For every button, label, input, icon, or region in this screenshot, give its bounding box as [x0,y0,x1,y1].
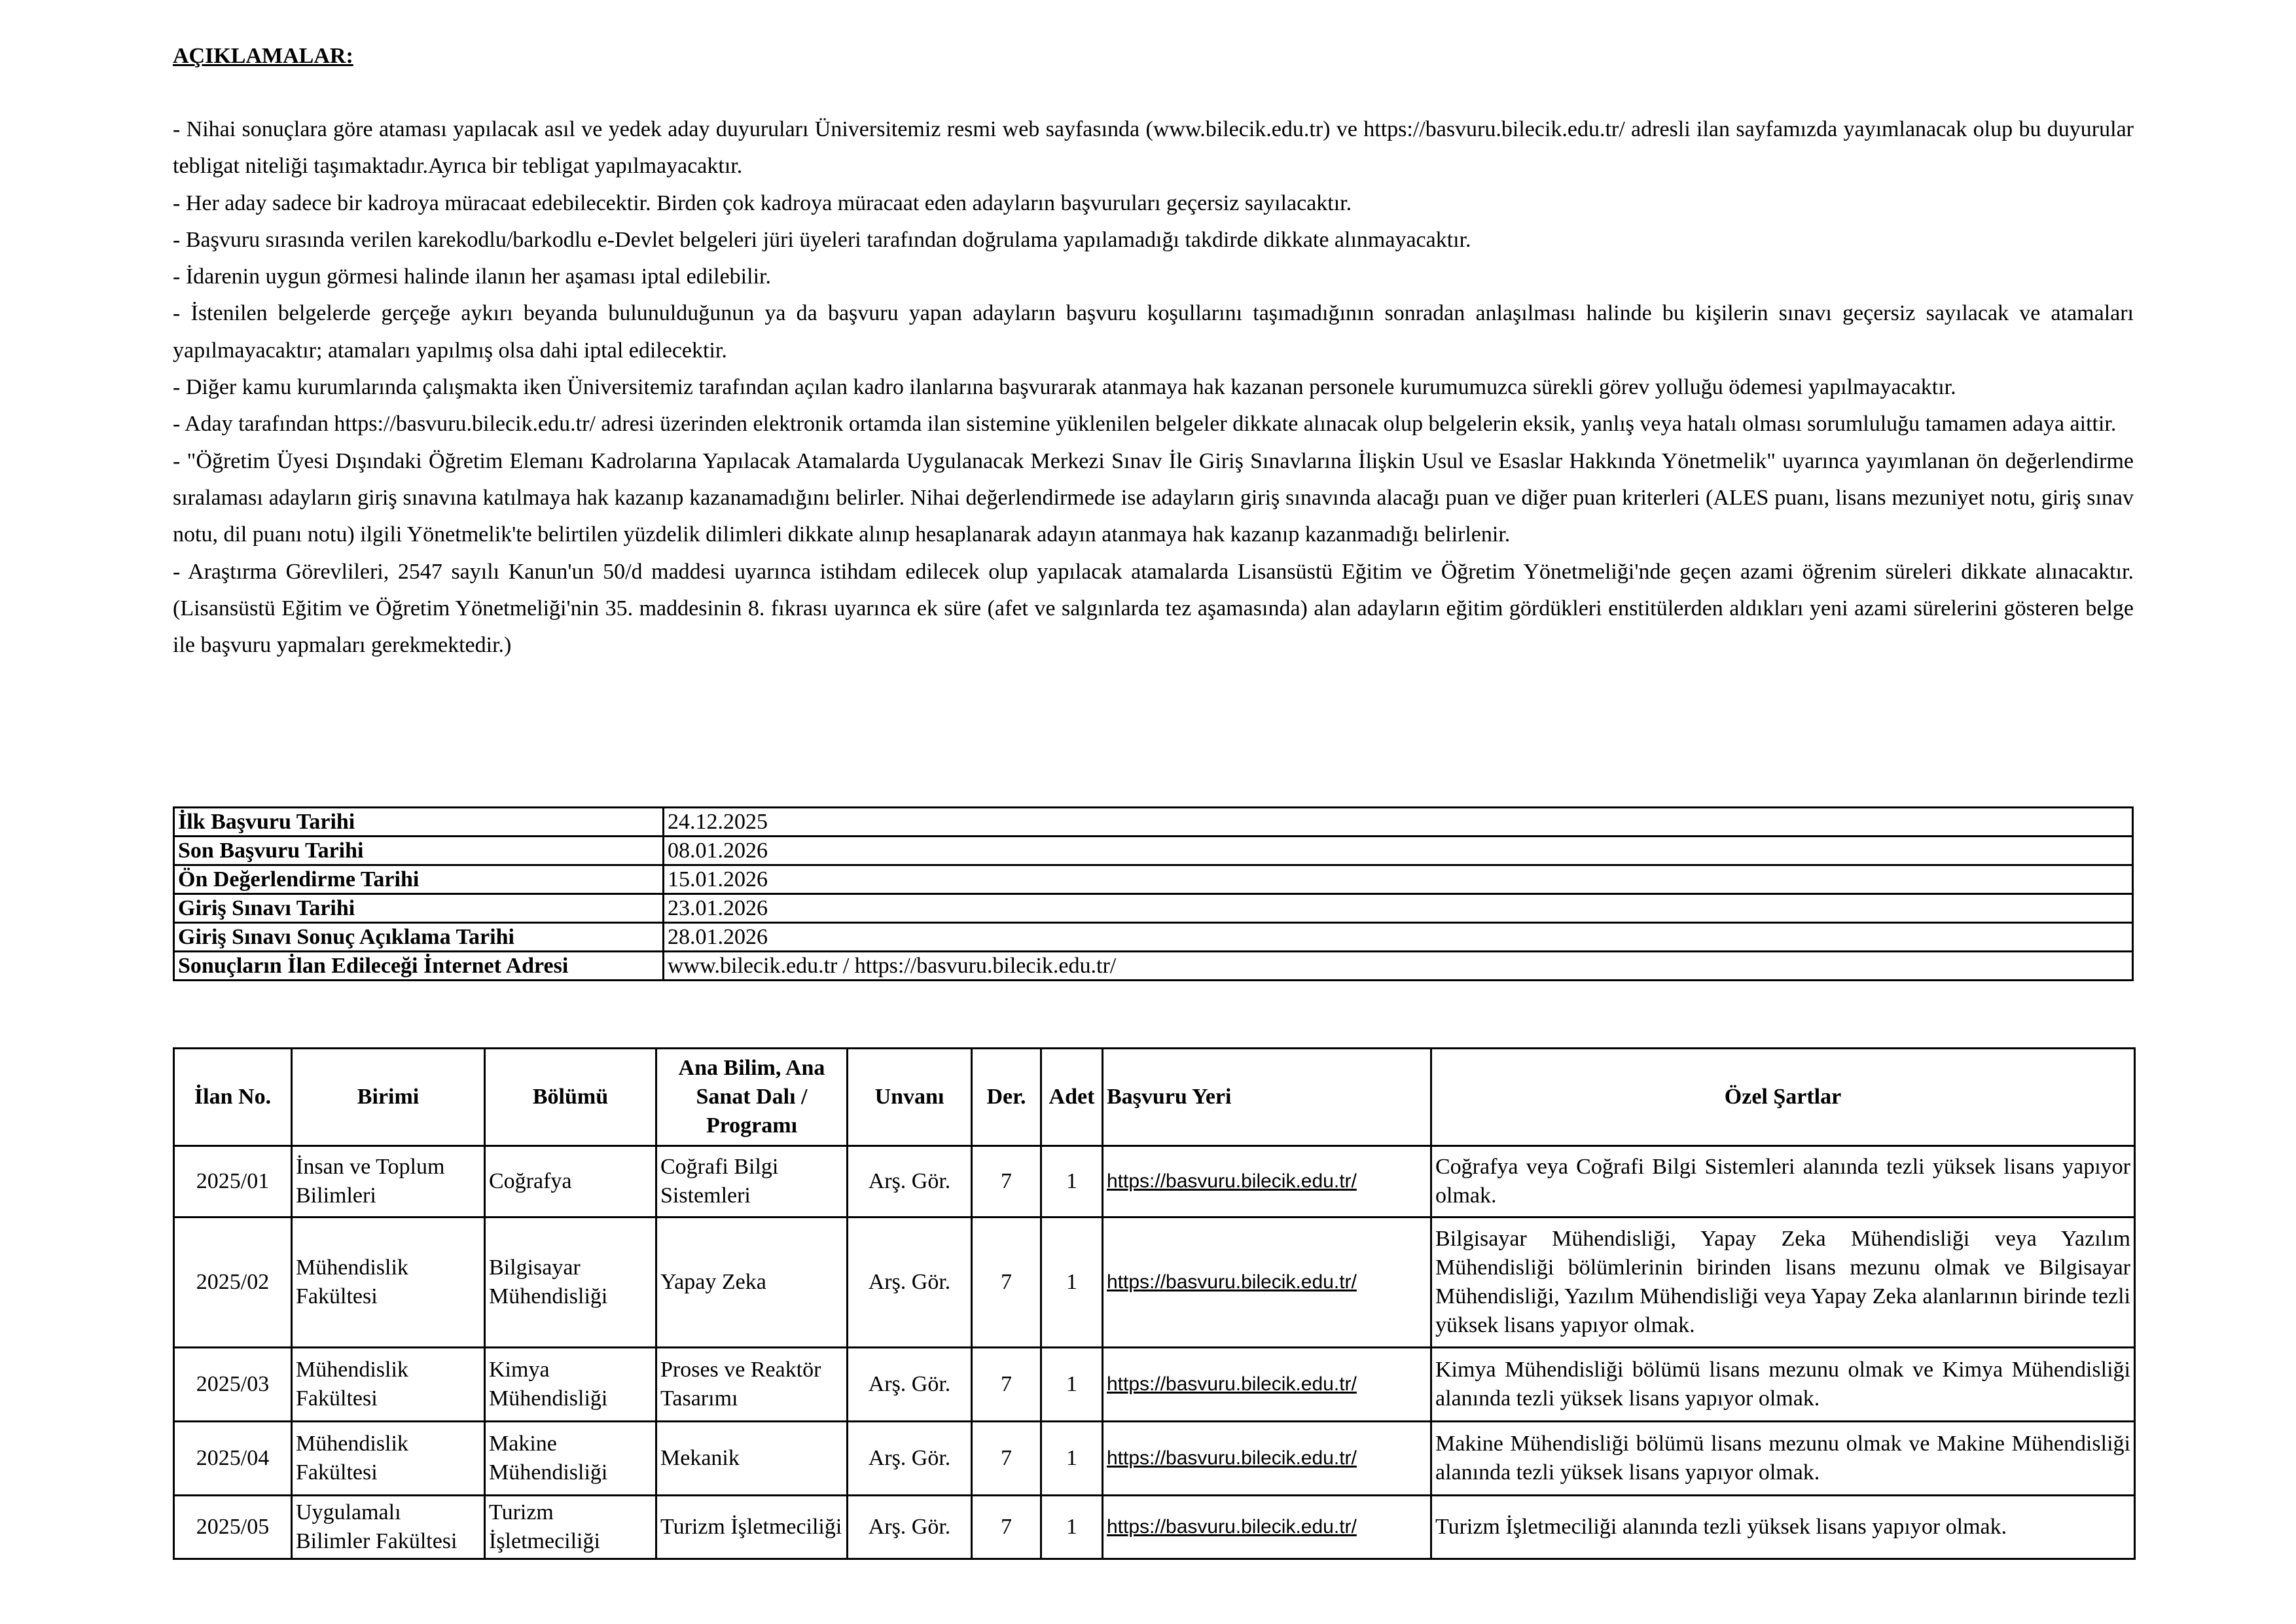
explanation-item: - Her aday sadece bir kadroya müracaat edebilecektir. Birden çok kadroya müracaat eden adayların başvuruları geçersiz sayılacaktır. [173,190,1352,215]
col-ilan-no: İlan No. [174,1049,292,1146]
cell-birimi: Mühendislik Fakültesi [292,1422,485,1496]
cell-bolumu: Turizm İşletmeciliği [485,1496,656,1559]
cell-ana-bilim: Coğrafi Bilgi Sistemleri [656,1146,848,1218]
cell-ana-bilim: Yapay Zeka [656,1218,848,1348]
cell-ana-bilim: Mekanik [656,1422,848,1496]
date-label: Giriş Sınavı Sonuç Açıklama Tarihi [174,923,664,952]
cell-bolumu: Kimya Mühendisliği [485,1348,656,1422]
date-row [174,808,2133,837]
date-row [174,894,2133,923]
cell-unvani: Arş. Gör. [848,1496,972,1559]
col-ana-bilim: Ana Bilim, Ana Sanat Dalı / Programı [656,1049,848,1146]
cell-ana-bilim: Proses ve Reaktör Tasarımı [656,1348,848,1422]
cell-bolumu: Makine Mühendisliği [485,1422,656,1496]
cell-der: 7 [972,1348,1041,1422]
positions-table [173,1047,2136,1560]
explanation-item: - İstenilen belgelerde gerçeğe aykırı beyanda bulunulduğunun ya da başvuru yapan adayların başvuru koşullarını taşımadığının sonradan anlaşılması halinde bu kişilerin sınavı geçersiz sayılacak ve atamaları yapılmayacaktır; atamaları yapılmış olsa dahi iptal edilecektir. [173,301,2134,363]
application-link[interactable]: https://basvuru.bilecik.edu.tr/ [1103,1218,1431,1348]
table-header-row [174,1049,2135,1146]
cell-bolumu: Coğrafya [485,1146,656,1218]
date-value: 23.01.2026 [664,894,2133,923]
col-der: Der. [972,1049,1041,1146]
cell-adet: 1 [1041,1422,1103,1496]
cell-ilan-no: 2025/01 [174,1146,292,1218]
cell-der: 7 [972,1146,1041,1218]
cell-ozel-sartlar: Bilgisayar Mühendisliği, Yapay Zeka Mühendisliği veya Yazılım Mühendisliği bölümlerinin birinden lisans mezunu olmak ve Bilgisayar Mühendisliği, Yazılım Mühendisliği veya Yapay Zeka alanlarının birinde tezli yüksek lisans yapıyor olmak. [1431,1218,2135,1348]
col-ozel-sartlar: Özel Şartlar [1431,1049,2135,1146]
date-row [174,923,2133,952]
cell-ilan-no: 2025/05 [174,1496,292,1559]
table-row [174,1496,2135,1559]
date-label: Son Başvuru Tarihi [174,837,664,865]
explanation-item: - Araştırma Görevlileri, 2547 sayılı Kanun'un 50/d maddesi uyarınca istihdam edilecek olup yapılacak atamalarda Lisansüstü Eğitim ve Öğretim Yönetmeliği'nde geçen azami öğrenim süreleri dikkate alınacaktır. (Lisansüstü Eğitim ve Öğretim Yönetmeliği'nin 35. maddesinin 8. fıkrası uyarınca ek süre (afet ve salgınlarda tez aşamasında) alan adayların eğitim gördükleri enstitülerden aldıkları yeni azami sürelerini gösteren belge ile başvuru yapmaları gerekmektedir.) [173,559,2134,658]
cell-ilan-no: 2025/04 [174,1422,292,1496]
date-row [174,952,2133,981]
table-row [174,1218,2135,1348]
cell-der: 7 [972,1422,1041,1496]
date-row [174,837,2133,865]
date-row [174,865,2133,894]
application-link[interactable]: https://basvuru.bilecik.edu.tr/ [1103,1422,1431,1496]
table-row [174,1422,2135,1496]
table-row [174,1146,2135,1218]
explanations [173,111,2134,664]
cell-ilan-no: 2025/02 [174,1218,292,1348]
cell-ozel-sartlar: Coğrafya veya Coğrafi Bilgi Sistemleri alanında tezli yüksek lisans yapıyor olmak. [1431,1146,2135,1218]
cell-adet: 1 [1041,1146,1103,1218]
results-address: www.bilecik.edu.tr / https://basvuru.bilecik.edu.tr/ [664,952,2133,981]
cell-birimi: Mühendislik Fakültesi [292,1218,485,1348]
date-label: Sonuçların İlan Edileceği İnternet Adresi [174,952,664,981]
cell-adet: 1 [1041,1496,1103,1559]
cell-bolumu: Bilgisayar Mühendisliği [485,1218,656,1348]
date-label: Ön Değerlendirme Tarihi [174,865,664,894]
section-heading: AÇIKLAMALAR: [173,44,353,68]
col-adet: Adet [1041,1049,1103,1146]
application-link[interactable]: https://basvuru.bilecik.edu.tr/ [1103,1496,1431,1559]
cell-ozel-sartlar: Makine Mühendisliği bölümü lisans mezunu olmak ve Makine Mühendisliği alanında tezli yüksek lisans yapıyor olmak. [1431,1422,2135,1496]
col-bolumu: Bölümü [485,1049,656,1146]
cell-unvani: Arş. Gör. [848,1422,972,1496]
cell-unvani: Arş. Gör. [848,1146,972,1218]
explanation-item: - "Öğretim Üyesi Dışındaki Öğretim Elemanı Kadrolarına Yapılacak Atamalarda Uygulanacak Merkezi Sınav İle Giriş Sınavlarına İlişkin Usul ve Esaslar Hakkında Yönetmelik" uyarınca yayımlanan ön değerlendirme sıralaması adayların giriş sınavına katılmaya hak kazanıp kazanamadığını belirler. Nihai değerlendirmede ise adayların giriş sınavında alacağı puan ve diğer puan kriterleri (ALES puanı, lisans mezuniyet notu, giriş sınav notu, dil puanı notu) ilgili Yönetmelik'te belirtilen yüzdelik dilimleri dikkate alınıp hesaplanarak adayın atanmaya hak kazanıp kazanmadığı belirlenir. [173,448,2134,547]
cell-unvani: Arş. Gör. [848,1218,972,1348]
cell-adet: 1 [1041,1218,1103,1348]
application-link[interactable]: https://basvuru.bilecik.edu.tr/ [1103,1348,1431,1422]
explanation-item: - Başvuru sırasında verilen karekodlu/barkodlu e-Devlet belgeleri jüri üyeleri tarafından doğrulama yapılamadığı takdirde dikkate alınmayacaktır. [173,227,1471,252]
application-link[interactable]: https://basvuru.bilecik.edu.tr/ [1103,1146,1431,1218]
cell-der: 7 [972,1496,1041,1559]
cell-ilan-no: 2025/03 [174,1348,292,1422]
cell-ana-bilim: Turizm İşletmeciliği [656,1496,848,1559]
col-unvani: Unvanı [848,1049,972,1146]
col-birimi: Birimi [292,1049,485,1146]
cell-adet: 1 [1041,1348,1103,1422]
cell-birimi: Mühendislik Fakültesi [292,1348,485,1422]
table-row [174,1348,2135,1422]
explanation-item: - Nihai sonuçlara göre ataması yapılacak asıl ve yedek aday duyuruları Üniversitemiz resmi web sayfasında (www.bilecik.edu.tr) ve https://basvuru.bilecik.edu.tr/ adresli ilan sayfamızda yayımlanacak olup bu duyurular tebligat niteliği taşımaktadır.Ayrıca bir tebligat yapılmayacaktır. [173,117,2134,179]
cell-der: 7 [972,1218,1041,1348]
date-value: 15.01.2026 [664,865,2133,894]
cell-ozel-sartlar: Kimya Mühendisliği bölümü lisans mezunu olmak ve Kimya Mühendisliği alanında tezli yüksek lisans yapıyor olmak. [1431,1348,2135,1422]
cell-birimi: İnsan ve Toplum Bilimleri [292,1146,485,1218]
dates-table [173,806,2134,981]
date-value: 24.12.2025 [664,808,2133,837]
col-basvuru-yeri: Başvuru Yeri [1103,1049,1431,1146]
cell-unvani: Arş. Gör. [848,1348,972,1422]
date-value: 28.01.2026 [664,923,2133,952]
date-label: Giriş Sınavı Tarihi [174,894,664,923]
date-value: 08.01.2026 [664,837,2133,865]
explanation-item: - Diğer kamu kurumlarında çalışmakta iken Üniversitemiz tarafından açılan kadro ilanlarına başvurarak atanmaya hak kazanan personele kurumumuzca sürekli görev yolluğu ödemesi yapılmayacaktır. [173,375,1956,400]
document-page [173,38,2134,1553]
cell-birimi: Uygulamalı Bilimler Fakültesi [292,1496,485,1559]
cell-ozel-sartlar: Turizm İşletmeciliği alanında tezli yüksek lisans yapıyor olmak. [1431,1496,2135,1559]
explanation-item: - İdarenin uygun görmesi halinde ilanın her aşaması iptal edilebilir. [173,264,771,289]
explanation-item: - Aday tarafından https://basvuru.bilecik.edu.tr/ adresi üzerinden elektronik ortamda ilan sistemine yüklenilen belgeler dikkate alınacak olup belgelerin eksik, yanlış veya hatalı olması sorumluluğu tamamen adaya aittir. [173,412,2117,437]
date-label: İlk Başvuru Tarihi [174,808,664,837]
